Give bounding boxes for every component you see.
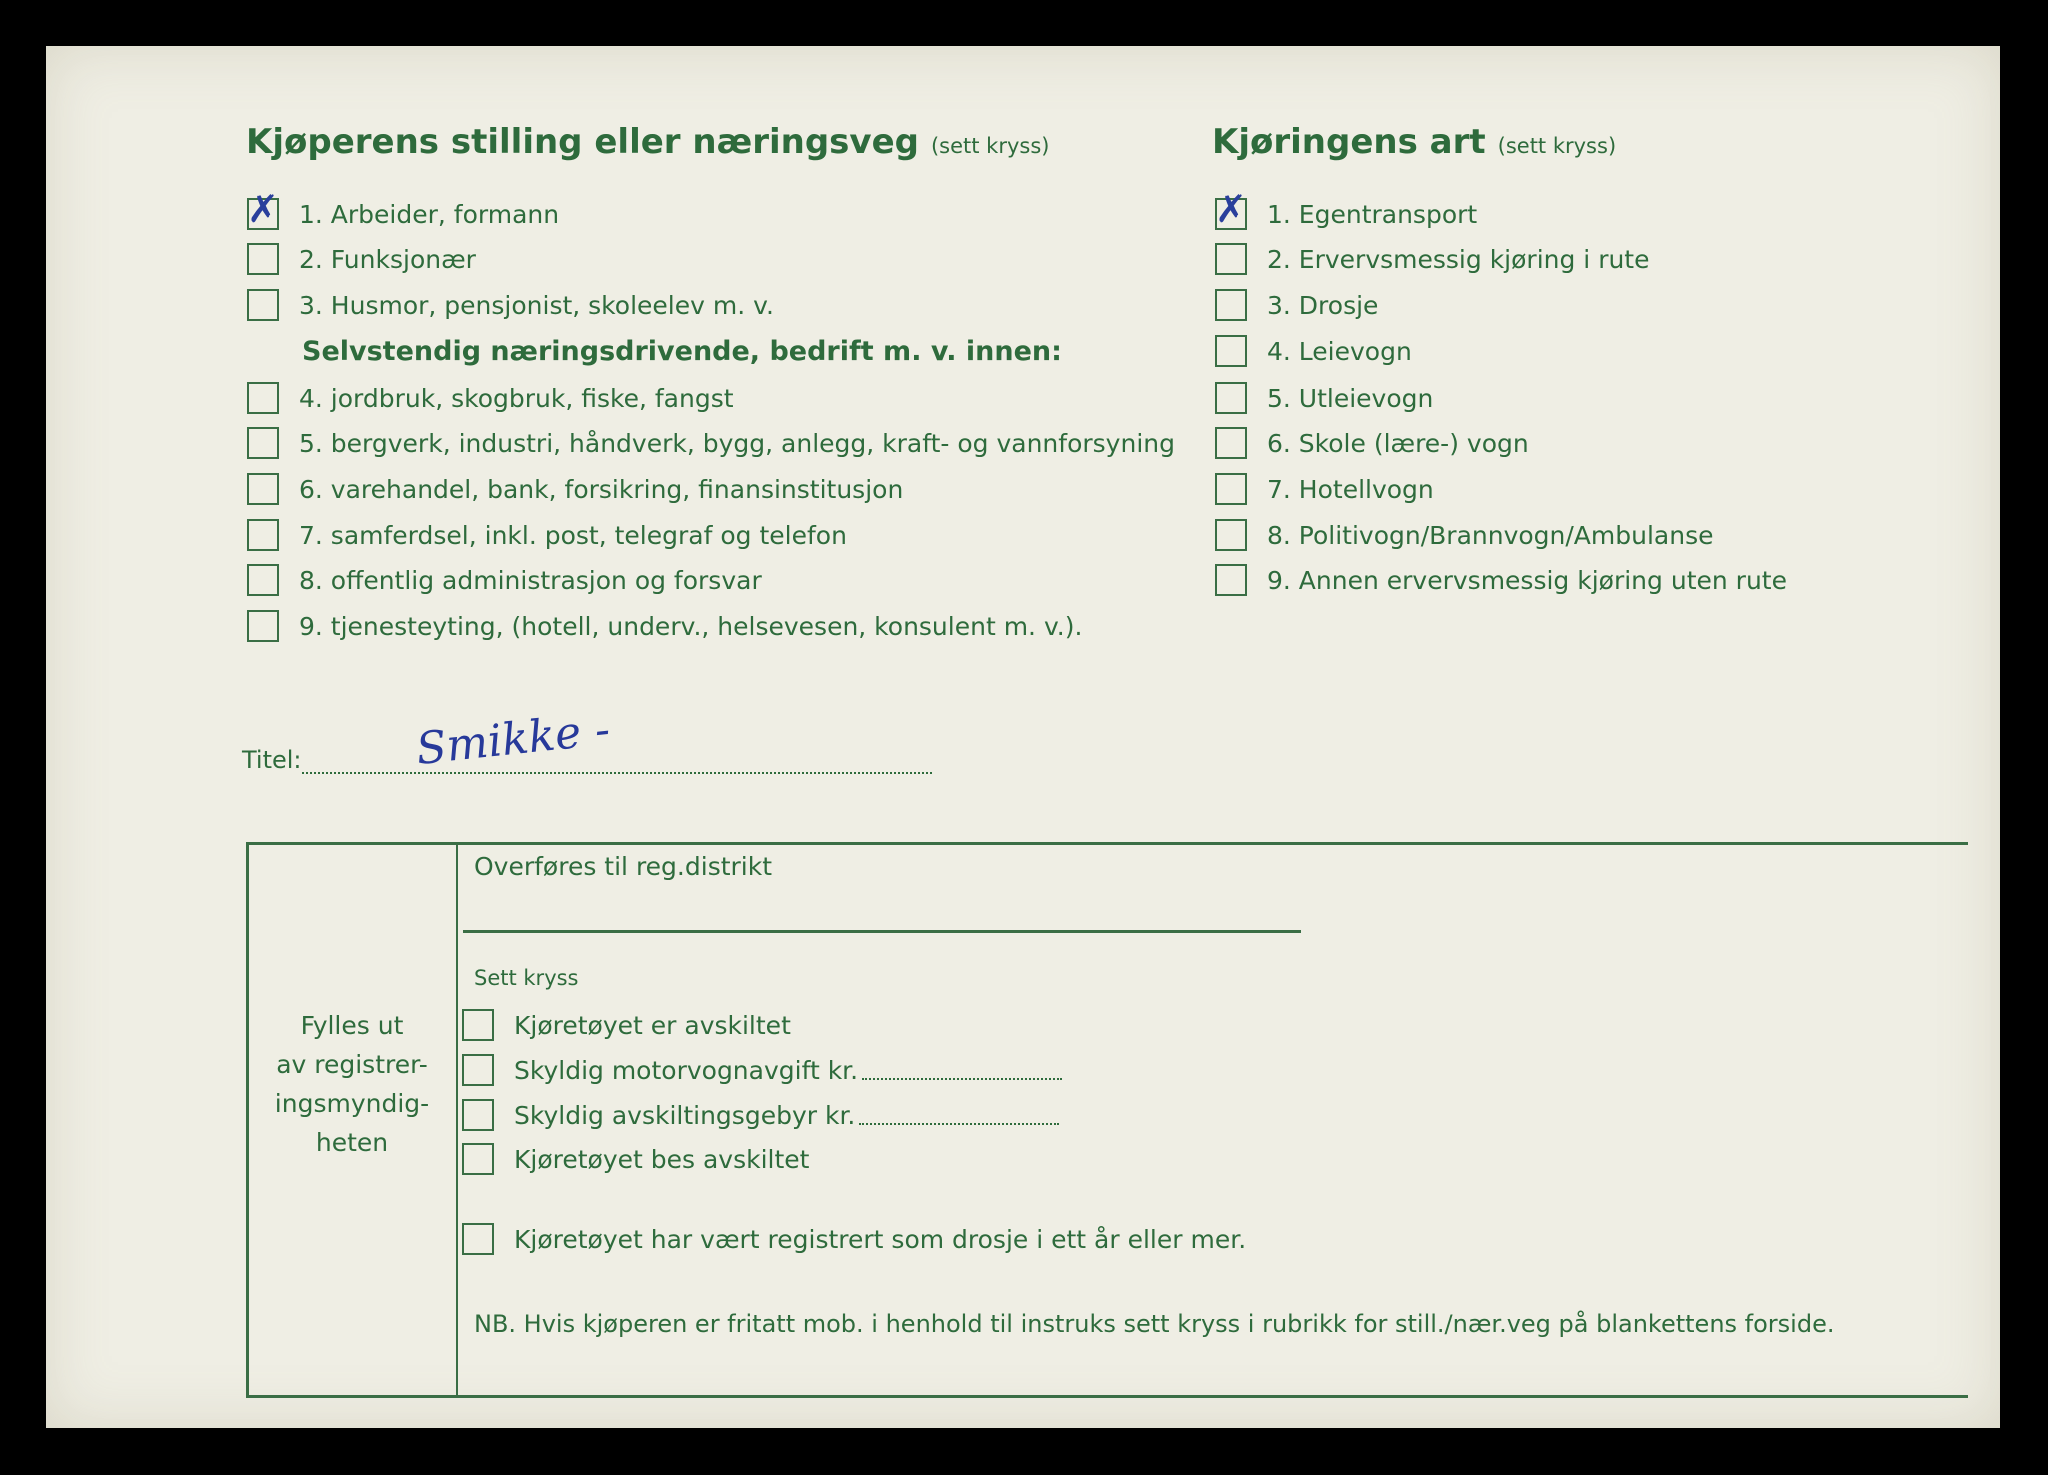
checkbox[interactable] xyxy=(247,610,279,642)
driving-type-option-8[interactable] xyxy=(1215,516,1714,554)
transfer-district-label: Overføres til reg.distrikt xyxy=(474,852,773,881)
option-label: Skyldig avskiltingsgebyr kr. xyxy=(514,1100,856,1130)
checkbox[interactable] xyxy=(1215,473,1247,505)
titel-dotted-line xyxy=(302,750,932,774)
option-label: 3. Husmor, pensjonist, skoleelev m. v. xyxy=(299,290,774,320)
checkbox[interactable] xyxy=(1215,519,1247,551)
occupation-option-3[interactable] xyxy=(247,286,774,324)
checkbox[interactable] xyxy=(462,1054,494,1086)
left-section-title xyxy=(246,122,1049,162)
option-label: 3. Drosje xyxy=(1267,290,1379,320)
self-employed-subheading: Selvstendig næringsdrivende, bedrift m. v. innen: xyxy=(302,336,1062,367)
checkbox[interactable] xyxy=(247,243,279,275)
checkbox[interactable] xyxy=(462,1099,494,1131)
option-label: 6. Skole (lære-) vogn xyxy=(1267,428,1529,458)
option-label: 4. jordbruk, skogbruk, fiske, fangst xyxy=(299,383,734,413)
option-label: 7. Hotellvogn xyxy=(1267,474,1434,504)
option-label: 4. Leievogn xyxy=(1267,336,1412,366)
amount-dotted-line[interactable] xyxy=(862,1060,1062,1080)
option-label: Kjøretøyet har vært registrert som drosje i ett år eller mer. xyxy=(514,1224,1247,1254)
checkbox[interactable] xyxy=(1215,289,1247,321)
occupation-option-8[interactable] xyxy=(247,561,762,599)
form-sheet xyxy=(46,46,2000,1428)
occupation-option-7[interactable] xyxy=(247,516,847,554)
option-label: 9. tjenesteyting, (hotell, underv., helsevesen, konsulent m. v.). xyxy=(299,611,1083,641)
registry-box-left-border xyxy=(246,842,249,1398)
option-label: 9. Annen ervervsmessig kjøring uten rute xyxy=(1267,565,1787,595)
titel-label: Titel: xyxy=(242,746,302,774)
option-label: 6. varehandel, bank, forsikring, finansinstitusjon xyxy=(299,474,904,504)
option-label: 5. Utleievogn xyxy=(1267,383,1434,413)
sett-kryss-label: Sett kryss xyxy=(474,966,579,990)
option-label: Kjøretøyet bes avskiltet xyxy=(514,1144,810,1174)
occupation-option-9[interactable] xyxy=(247,607,1082,645)
registry-side-label xyxy=(256,1006,448,1162)
left-title-note: (sett kryss) xyxy=(930,134,1050,158)
checkbox[interactable] xyxy=(247,427,279,459)
left-title-text: Kjøperens stilling eller næringsveg xyxy=(246,122,919,162)
driving-type-option-7[interactable] xyxy=(1215,470,1434,508)
checkbox[interactable] xyxy=(462,1143,494,1175)
transfer-district-line[interactable] xyxy=(463,930,1301,933)
exemption-note: NB. Hvis kjøperen er fritatt mob. i henhold til instruks sett kryss i rubrikk for still./nær.veg på blankettens forside. xyxy=(474,1310,1835,1338)
option-label: 1. Egentransport xyxy=(1267,199,1478,229)
driving-type-option-9[interactable] xyxy=(1215,561,1787,599)
option-label: 2. Ervervsmessig kjøring i rute xyxy=(1267,244,1650,274)
checkbox[interactable] xyxy=(1215,382,1247,414)
driving-type-option-2[interactable] xyxy=(1215,240,1650,278)
checkbox[interactable] xyxy=(1215,564,1247,596)
option-label: Skyldig motorvognavgift kr. xyxy=(514,1055,859,1085)
checkbox[interactable] xyxy=(247,187,279,231)
registry-check-motorvognavgift[interactable] xyxy=(462,1051,1062,1089)
checkbox[interactable] xyxy=(247,564,279,596)
checkbox[interactable] xyxy=(462,1009,494,1041)
option-label: 1. Arbeider, formann xyxy=(299,199,560,229)
option-label: 8. Politivogn/Brannvogn/Ambulanse xyxy=(1267,520,1714,550)
registry-box-divider xyxy=(456,842,458,1398)
registry-check-drosje[interactable] xyxy=(462,1220,1246,1258)
occupation-option-2[interactable] xyxy=(247,240,476,278)
driving-type-option-5[interactable] xyxy=(1215,379,1433,417)
checkbox[interactable] xyxy=(247,289,279,321)
driving-type-option-1[interactable] xyxy=(1215,187,1478,233)
registry-box-top-border xyxy=(246,842,1968,845)
side-label-line: Fylles ut xyxy=(300,1011,404,1040)
registry-check-bes-avskiltet[interactable] xyxy=(462,1140,809,1178)
right-section-title xyxy=(1212,122,1616,162)
right-title-note: (sett kryss) xyxy=(1497,134,1617,158)
occupation-option-6[interactable] xyxy=(247,470,903,508)
driving-type-option-4[interactable] xyxy=(1215,332,1412,370)
option-label: Kjøretøyet er avskiltet xyxy=(514,1010,791,1040)
option-label: 5. bergverk, industri, håndverk, bygg, anlegg, kraft- og vannforsyning xyxy=(299,428,1175,458)
side-label-line: ingsmyndig- xyxy=(274,1089,430,1118)
right-title-text: Kjøringens art xyxy=(1212,122,1486,162)
driving-type-option-3[interactable] xyxy=(1215,286,1378,324)
option-label: 8. offentlig administrasjon og forsvar xyxy=(299,565,762,595)
side-label-line: heten xyxy=(315,1128,389,1157)
registry-check-avskiltingsgebyr[interactable] xyxy=(462,1096,1059,1134)
side-label-line: av registrer- xyxy=(276,1050,428,1079)
option-label: 2. Funksjonær xyxy=(299,244,476,274)
handwritten-x-mark: ✗ xyxy=(1215,187,1247,231)
handwritten-x-mark: ✗ xyxy=(247,187,279,231)
checkbox[interactable] xyxy=(1215,335,1247,367)
occupation-option-4[interactable] xyxy=(247,379,734,417)
checkbox[interactable] xyxy=(1215,243,1247,275)
driving-type-option-6[interactable] xyxy=(1215,424,1529,462)
registry-check-avskiltet[interactable] xyxy=(462,1006,791,1044)
occupation-option-1[interactable] xyxy=(247,187,560,233)
checkbox[interactable] xyxy=(1215,187,1247,231)
checkbox[interactable] xyxy=(247,473,279,505)
checkbox[interactable] xyxy=(1215,427,1247,459)
checkbox[interactable] xyxy=(247,382,279,414)
checkbox[interactable] xyxy=(462,1223,494,1255)
registry-box-bottom-border xyxy=(246,1395,1968,1398)
option-label: 7. samferdsel, inkl. post, telegraf og telefon xyxy=(299,520,847,550)
titel-handwritten-value: Smikke - xyxy=(413,703,613,776)
checkbox[interactable] xyxy=(247,519,279,551)
amount-dotted-line[interactable] xyxy=(859,1105,1059,1125)
occupation-option-5[interactable] xyxy=(247,424,1175,462)
